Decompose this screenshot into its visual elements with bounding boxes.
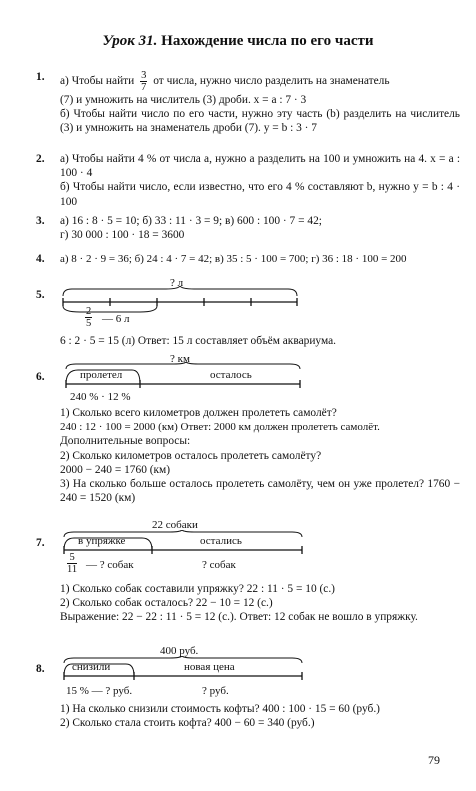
task-number: 3. [36,215,45,227]
task-number: 1. [36,71,45,83]
task-1b: б) Чтобы найти число по его части, нужно эту часть (b) разделить на числитель (3) и умножить на знаменатель дроби (7). y = b : 3 · 7 [60,108,460,135]
segment-label-reduced: снизили [72,661,111,673]
segment-label-new-price: новая цена [184,661,235,673]
lesson-number: Урок 31. [102,33,158,49]
answer-1: 240 : 12 · 100 = 2000 (км) Ответ: 2000 км должен пролететь самолёт. [60,421,380,434]
task-3-line1: а) 16 : 8 · 5 = 10; б) 33 : 11 · 3 = 9; в) 600 : 100 · 7 = 42; [60,215,322,227]
answer-2: 2000 − 240 = 1760 (км) [60,463,171,476]
segment-diagram [60,286,300,316]
question-1: 1) Сколько всего километров должен пролететь самолёт? [60,407,337,419]
segment-label-harness: в упряжке [78,535,126,547]
task-number: 6. [36,371,45,383]
question-1: 1) Сколько собак составили упряжку? 22 : 11 · 5 = 10 (с.) [60,583,335,595]
part-label: — 6 л [102,313,130,325]
page-number: 79 [428,753,440,767]
fraction-numerator: 5 [67,552,77,564]
total-label: ? л [170,277,184,289]
task-number: 2. [36,153,45,165]
question-2: 2) Сколько километров осталось пролететь самолёту? [60,449,322,462]
task-number: 5. [36,289,45,301]
fraction-2-5 [85,306,92,329]
under-label-harness: — ? собак [86,559,134,571]
under-label-remaining: ? собак [202,559,236,571]
lesson-topic: Нахождение числа по его части [161,33,374,49]
task-1a-line2: (7) и умножить на числитель (3) дроби. x = a : 7 · 3 [60,94,307,106]
fraction-denominator: 7 [141,82,147,93]
fraction-denominator: 5 [86,318,92,329]
task-3 [36,214,460,242]
task-2 [36,152,460,209]
page-title [0,34,476,48]
fraction-numerator: 2 [86,306,92,317]
question-1: 1) На сколько снизили стоимость кофты? 400 : 100 · 15 = 60 (руб.) [60,703,380,715]
task-2b: б) Чтобы найти число, если известно, что его 4 % составляют b, нужно y = b : 4 · 100 [60,181,460,208]
under-label: 240 % · 12 % [70,391,131,403]
extra-questions: Дополнительные вопросы: [60,435,191,448]
task-1a [60,70,460,93]
task-6-solution [60,406,460,505]
fraction-denominator: 11 [67,564,78,575]
task-4 [36,252,460,266]
task-number: 4. [36,253,45,265]
fraction-3-7 [140,70,147,93]
task-2a: а) Чтобы найти 4 % от числа a, нужно a разделить на 100 и умножить на 4. x = a : 100 · 4 [60,153,460,180]
task-1 [36,70,460,136]
task-8-solution [60,702,460,730]
task-1a-text-start: а) Чтобы найти [60,75,135,88]
task-5-solution: 6 : 2 · 5 = 15 (л) Ответ: 15 л составляет объём аквариума. [60,335,336,347]
task-number: 7. [36,537,45,549]
segment-label-flown: пролетел [80,369,123,381]
under-label-reduced: 15 % — ? руб. [66,685,133,697]
segment-label-remaining: остались [200,535,242,547]
fraction-numerator: 3 [141,70,147,81]
fraction-5-11 [67,552,77,575]
task-7-solution [60,582,460,625]
question-2: 2) Сколько стала стоить кофта? 400 − 60 = 340 (руб.) [60,717,315,730]
total-label: 22 собаки [152,519,198,531]
total-label: ? км [170,353,190,365]
task-5 [36,277,460,350]
task-3-line2: г) 30 000 : 100 · 18 = 3600 [60,229,185,242]
question-2: 2) Сколько собак осталось? 22 − 10 = 12 (с.) [60,597,273,610]
task-number: 8. [36,663,45,675]
total-label: 400 руб. [160,645,199,657]
question-3: 3) На сколько больше осталось пролететь самолёту, чем он уже пролетел? 1760 − 240 = 1520 (км) [60,478,460,505]
segment-label-remaining: осталось [210,369,252,381]
task-4-line1: а) 8 · 2 · 9 = 36; б) 24 : 4 · 7 = 42; в) 35 : 5 · 100 = 700; г) 36 : 18 · 100 = 200 [60,253,407,265]
task-1a-text-end: от числа, нужно число разделить на знаменатель [153,75,390,88]
expression: Выражение: 22 − 22 : 11 · 5 = 12 (с.). Ответ: 12 собак не вошло в упряжку. [60,611,418,624]
under-label-new-price: ? руб. [202,685,229,697]
